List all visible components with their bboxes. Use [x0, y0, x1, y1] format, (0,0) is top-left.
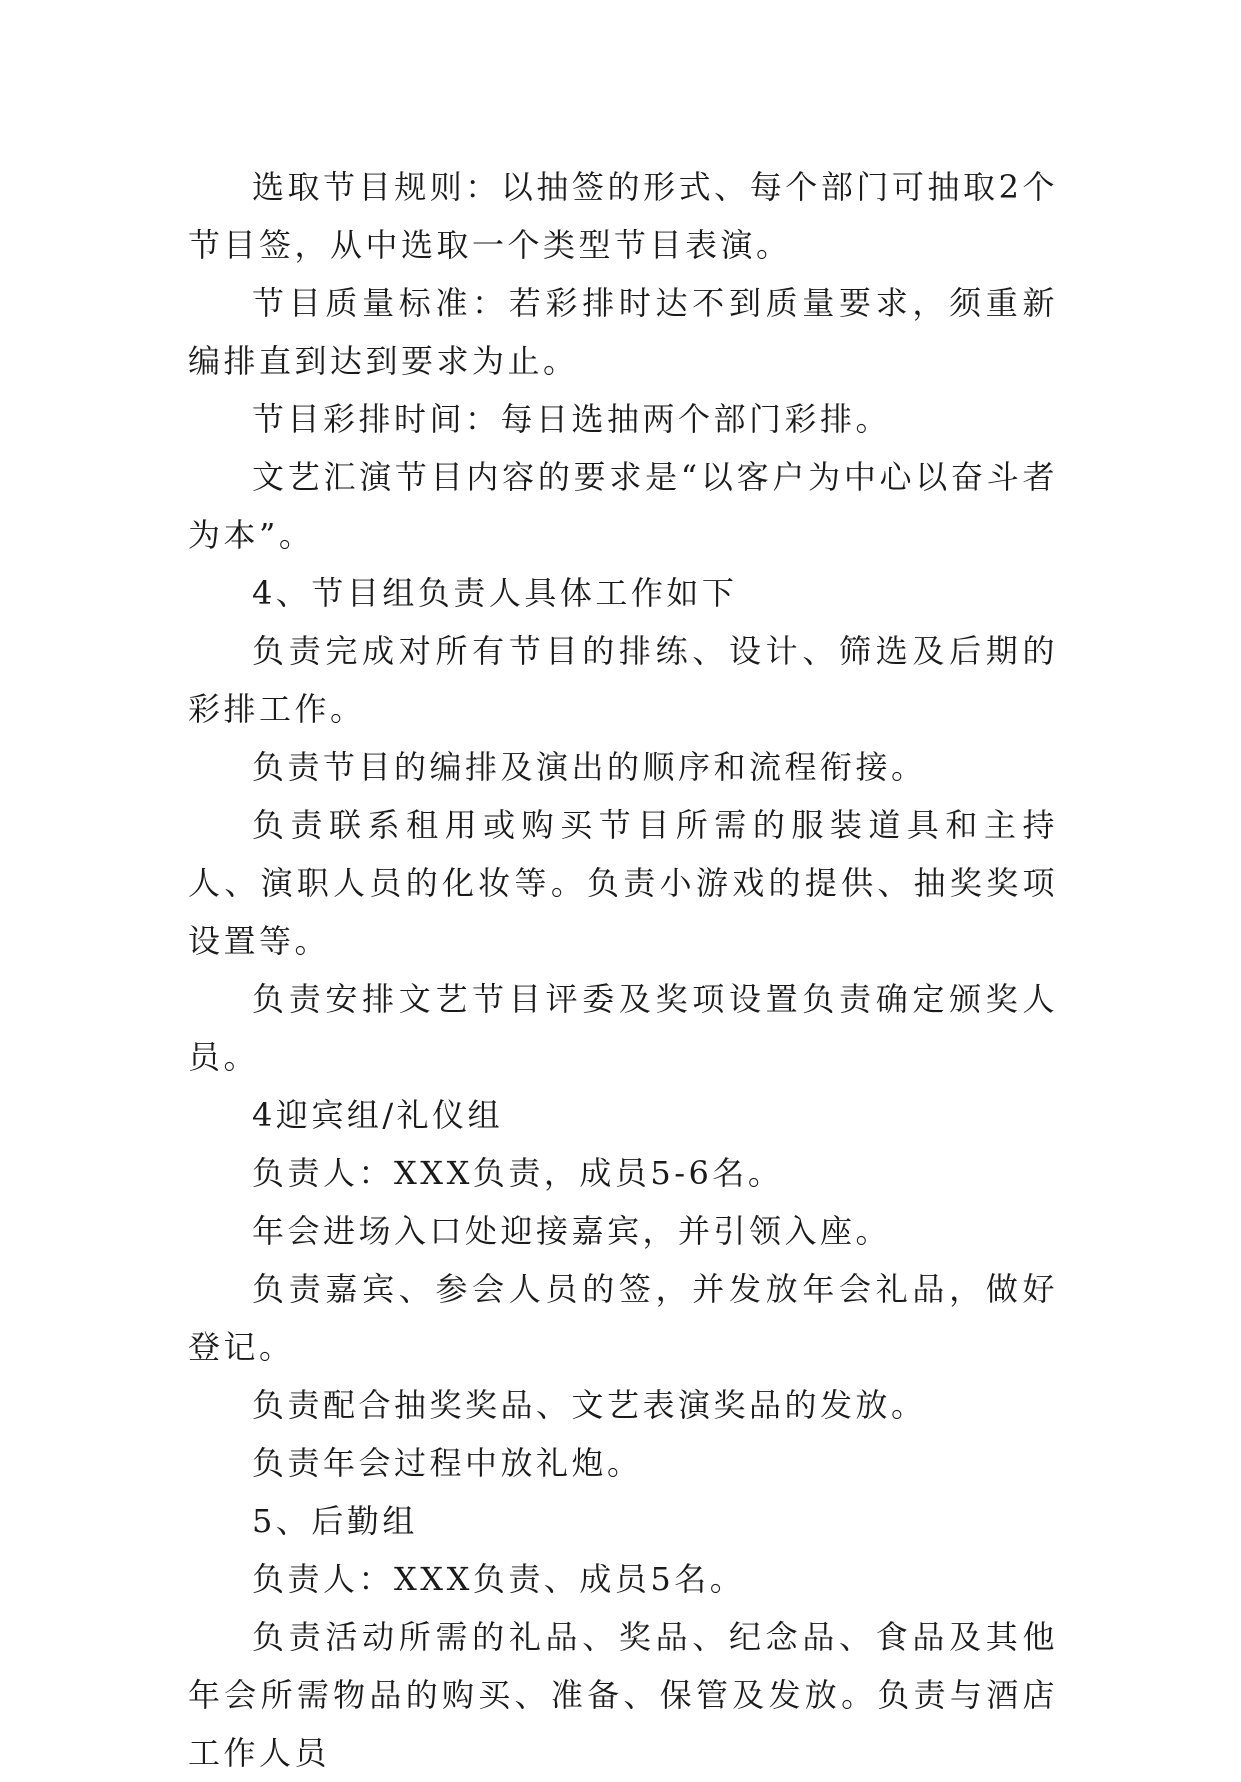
paragraph-program-quality-standard: 节目质量标准：若彩排时达不到质量要求，须重新编排直到达到要求为止。 [188, 284, 1058, 380]
paragraph-arrangement-duty: 负责节目的编排及演出的顺序和流程衔接。 [252, 748, 927, 786]
paragraph-rehearsal-duty: 负责完成对所有节目的排练、设计、筛选及后期的彩排工作。 [188, 632, 1058, 728]
paragraph-salute-cannon: 负责年会过程中放礼炮。 [252, 1444, 643, 1482]
paragraph-content-requirement: 文艺汇演节目内容的要求是“以客户为中心以奋斗者为本”。 [188, 458, 1058, 554]
paragraph-reception-leader: 负责人：XXX负责，成员5-6名。 [252, 1154, 784, 1192]
document-body [188, 158, 1058, 1782]
paragraph-program-selection-rules: 选取节目规则：以抽签的形式、每个部门可抽取2个节目签，从中选取一个类型节目表演。 [188, 168, 1058, 264]
section-heading-logistics-group: 5、后勤组 [252, 1502, 418, 1540]
section-heading-program-group: 4、节目组负责人具体工作如下 [252, 574, 738, 612]
paragraph-sign-in-gifts: 负责嘉宾、参会人员的签，并发放年会礼品，做好登记。 [188, 1270, 1058, 1366]
paragraph-logistics-duty: 负责活动所需的礼品、奖品、纪念品、食品及其他年会所需物品的购买、准备、保管及发放。负责与酒店工作人员 [188, 1618, 1058, 1772]
paragraph-costume-props-duty: 负责联系租用或购买节目所需的服装道具和主持人、演职人员的化妆等。负责小游戏的提供、抽奖奖项设置等。 [188, 806, 1058, 960]
paragraph-prize-distribution: 负责配合抽奖奖品、文艺表演奖品的发放。 [252, 1386, 927, 1424]
paragraph-logistics-leader: 负责人：XXX负责、成员5名。 [252, 1560, 746, 1598]
paragraph-welcome-guests: 年会进场入口处迎接嘉宾，并引领入座。 [252, 1212, 892, 1250]
section-heading-reception-group: 4迎宾组/礼仪组 [252, 1096, 504, 1134]
paragraph-judges-duty: 负责安排文艺节目评委及奖项设置负责确定颁奖人员。 [188, 980, 1058, 1076]
paragraph-rehearsal-time: 节目彩排时间：每日选抽两个部门彩排。 [252, 400, 892, 438]
